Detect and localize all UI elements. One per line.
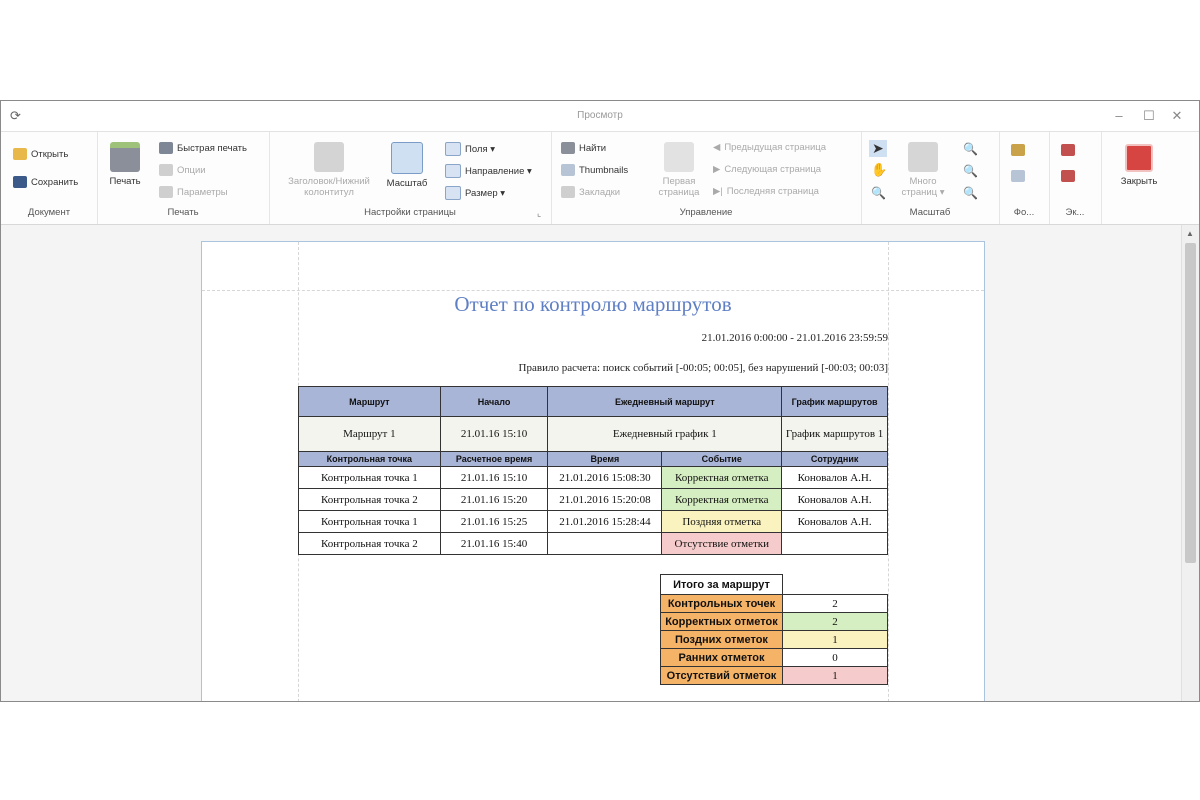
employee-cell (782, 533, 888, 555)
report-page (201, 241, 985, 701)
header-time: Время (548, 452, 662, 467)
event-cell: Корректная отметка (662, 467, 782, 489)
find-button[interactable]: Найти (561, 142, 606, 154)
summary-label: Корректных отметок (661, 613, 783, 631)
summary-title-spacer (782, 575, 887, 595)
summary-row (661, 649, 888, 667)
app-icon: ⟳ (10, 108, 21, 123)
options-icon (159, 164, 173, 176)
parameters-icon (159, 186, 173, 198)
zoom-in-icon[interactable]: 🔍 (963, 186, 978, 200)
parameters-button[interactable]: Параметры (159, 186, 228, 198)
summary-row (661, 613, 888, 631)
planned-cell: 21.01.16 15:25 (440, 511, 548, 533)
time-cell: 21.01.2016 15:28:44 (548, 511, 662, 533)
thumbnails-icon (561, 164, 575, 176)
planned-cell: 21.01.16 15:40 (440, 533, 548, 555)
page-color-icon[interactable] (1011, 144, 1025, 156)
folder-icon (13, 148, 27, 160)
ribbon-group-document (1, 132, 98, 224)
summary-label: Контрольных точек (661, 595, 783, 613)
orientation-dropdown[interactable]: Направление ▾ (445, 164, 532, 178)
summary-title: Итого за маршрут (661, 575, 783, 595)
header-planned-time: Расчетное время (440, 452, 548, 467)
header-route-schedule: График маршрутов (782, 387, 888, 417)
summary-label: Ранних отметок (661, 649, 783, 667)
arrow-left-icon: ◀ (713, 142, 721, 153)
margins-icon (445, 142, 461, 156)
table-row (299, 533, 888, 555)
title-bar (1, 101, 1199, 132)
zoom-out-icon[interactable]: 🔍 (963, 142, 978, 156)
ribbon (1, 132, 1199, 225)
group-label-zoom: Масштаб (909, 207, 951, 218)
zoom-dropdown-icon[interactable]: 🔍 (963, 164, 978, 178)
maximize-button[interactable]: ☐ (1143, 108, 1155, 123)
close-preview-button[interactable]: Закрыть (1113, 144, 1165, 187)
next-page-button[interactable]: ▶ Следующая страница (713, 164, 822, 175)
summary-value: 1 (782, 667, 887, 685)
table-row (299, 489, 888, 511)
print-button[interactable]: Печать (103, 142, 147, 187)
time-cell: 21.01.2016 15:08:30 (548, 467, 662, 489)
ribbon-group-navigation (551, 132, 862, 224)
time-cell: 21.01.2016 15:20:08 (548, 489, 662, 511)
ribbon-group-print (97, 132, 270, 224)
route-name: Маршрут 1 (299, 417, 441, 452)
table-row (299, 467, 888, 489)
scrollbar-thumb[interactable] (1185, 243, 1196, 563)
checkpoint-cell: Контрольная точка 1 (299, 511, 441, 533)
last-page-icon: ▶| (713, 186, 723, 197)
summary-value: 2 (782, 613, 887, 631)
preview-area[interactable] (1, 225, 1181, 701)
group-label-export: Эк... (1065, 207, 1085, 218)
quick-print-button[interactable]: Быстрая печать (159, 142, 247, 154)
header-footer-icon (314, 142, 344, 172)
header-employee: Сотрудник (782, 452, 888, 467)
summary-value: 0 (782, 649, 887, 667)
event-cell: Поздняя отметка (662, 511, 782, 533)
close-window-button[interactable]: ✕ (1171, 108, 1183, 123)
send-icon[interactable] (1061, 170, 1075, 182)
size-icon (445, 186, 461, 200)
header-route: Маршрут (299, 387, 441, 417)
preview-window (0, 100, 1200, 702)
summary-table (660, 574, 888, 685)
vertical-scrollbar[interactable] (1181, 225, 1199, 701)
thumbnails-button[interactable]: Thumbnails (561, 164, 628, 176)
save-icon (13, 176, 27, 188)
planned-cell: 21.01.16 15:10 (440, 467, 548, 489)
employee-cell: Коновалов А.Н. (782, 511, 888, 533)
group-label-page-setup: Настройки страницы (364, 207, 456, 218)
route-daily-schedule: Ежедневный график 1 (548, 417, 782, 452)
summary-row (661, 595, 888, 613)
printer-small-icon (159, 142, 173, 154)
summary-value: 2 (782, 595, 887, 613)
group-label-navigation: Управление (679, 207, 733, 218)
last-page-button[interactable]: ▶| Последняя страница (713, 186, 819, 197)
group-label-document: Документ (27, 207, 71, 218)
employee-cell: Коновалов А.Н. (782, 489, 888, 511)
margin-guide-top (202, 290, 984, 291)
printer-icon (110, 142, 140, 172)
event-cell: Отсутствие отметки (662, 533, 782, 555)
first-page-icon (664, 142, 694, 172)
open-button[interactable]: Открыть (13, 148, 68, 160)
options-button[interactable]: Опции (159, 164, 206, 176)
close-red-icon (1125, 144, 1153, 172)
size-dropdown[interactable]: Размер ▾ (445, 186, 505, 200)
employee-cell: Коновалов А.Н. (782, 467, 888, 489)
header-daily-route: Ежедневный маршрут (548, 387, 782, 417)
ribbon-group-background (999, 132, 1050, 224)
ribbon-group-close (1101, 132, 1177, 224)
route-row (299, 417, 888, 452)
header-start: Начало (440, 387, 548, 417)
page-setup-launcher-icon[interactable]: ⌞ (537, 208, 542, 218)
table-row (299, 511, 888, 533)
bookmarks-button[interactable]: Закладки (561, 186, 620, 198)
checkpoint-cell: Контрольная точка 2 (299, 533, 441, 555)
summary-row (661, 667, 888, 685)
summary-header-row (661, 575, 888, 595)
point-header-row (299, 452, 888, 467)
checkpoint-cell: Контрольная точка 2 (299, 489, 441, 511)
planned-cell: 21.01.16 15:20 (440, 489, 548, 511)
header-event: Событие (662, 452, 782, 467)
ribbon-group-zoom (861, 132, 1000, 224)
bookmarks-icon (561, 186, 575, 198)
report-title: Отчет по контролю маршрутов (454, 292, 732, 316)
route-start: 21.01.16 15:10 (440, 417, 548, 452)
event-cell: Корректная отметка (662, 489, 782, 511)
many-pages-button[interactable]: Много страниц ▾ (897, 142, 949, 198)
margin-guide-right (888, 242, 889, 701)
first-page-button[interactable]: Первая страница (651, 142, 707, 198)
checkpoint-cell: Контрольная точка 1 (299, 467, 441, 489)
pointer-icon[interactable]: ➤ (869, 140, 887, 157)
hand-icon[interactable]: ✋ (871, 162, 888, 177)
many-pages-icon (908, 142, 938, 172)
header-checkpoint: Контрольная точка (299, 452, 441, 467)
scale-icon (391, 142, 423, 174)
scale-button[interactable]: Масштаб (383, 142, 431, 189)
minimize-button[interactable]: – (1115, 108, 1123, 123)
time-cell (548, 533, 662, 555)
route-table (298, 386, 888, 555)
ribbon-group-page-setup (269, 132, 552, 224)
report-rule: Правило расчета: поиск событий [-00:05; 00:05], без нарушений [-00:03; 00:03] (518, 362, 888, 374)
export-icon[interactable] (1061, 144, 1075, 156)
binoculars-icon (561, 142, 575, 154)
header-footer-button[interactable]: Заголовок/Нижний колонтитул (277, 142, 381, 198)
save-button[interactable]: Сохранить (13, 176, 78, 188)
zoom-tool-icon[interactable]: 🔍 (871, 186, 886, 200)
summary-row (661, 631, 888, 649)
margins-dropdown[interactable]: Поля ▾ (445, 142, 495, 156)
summary-label: Поздних отметок (661, 631, 783, 649)
report-period: 21.01.2016 0:00:00 - 21.01.2016 23:59:59 (701, 332, 888, 344)
summary-label: Отсутствий отметок (661, 667, 783, 685)
route-header-row (299, 387, 888, 417)
summary-value: 1 (782, 631, 887, 649)
window-title: Просмотр (577, 110, 623, 121)
ribbon-group-export (1049, 132, 1102, 224)
arrow-right-icon: ▶ (713, 164, 721, 175)
scroll-up-icon[interactable]: ▲ (1186, 229, 1194, 238)
prev-page-button[interactable]: ◀ Предыдущая страница (713, 142, 826, 153)
group-label-background: Фо... (1013, 207, 1035, 218)
orientation-icon (445, 164, 461, 178)
route-schedule: График маршрутов 1 (782, 417, 888, 452)
watermark-icon[interactable] (1011, 170, 1025, 182)
group-label-print: Печать (167, 207, 199, 218)
